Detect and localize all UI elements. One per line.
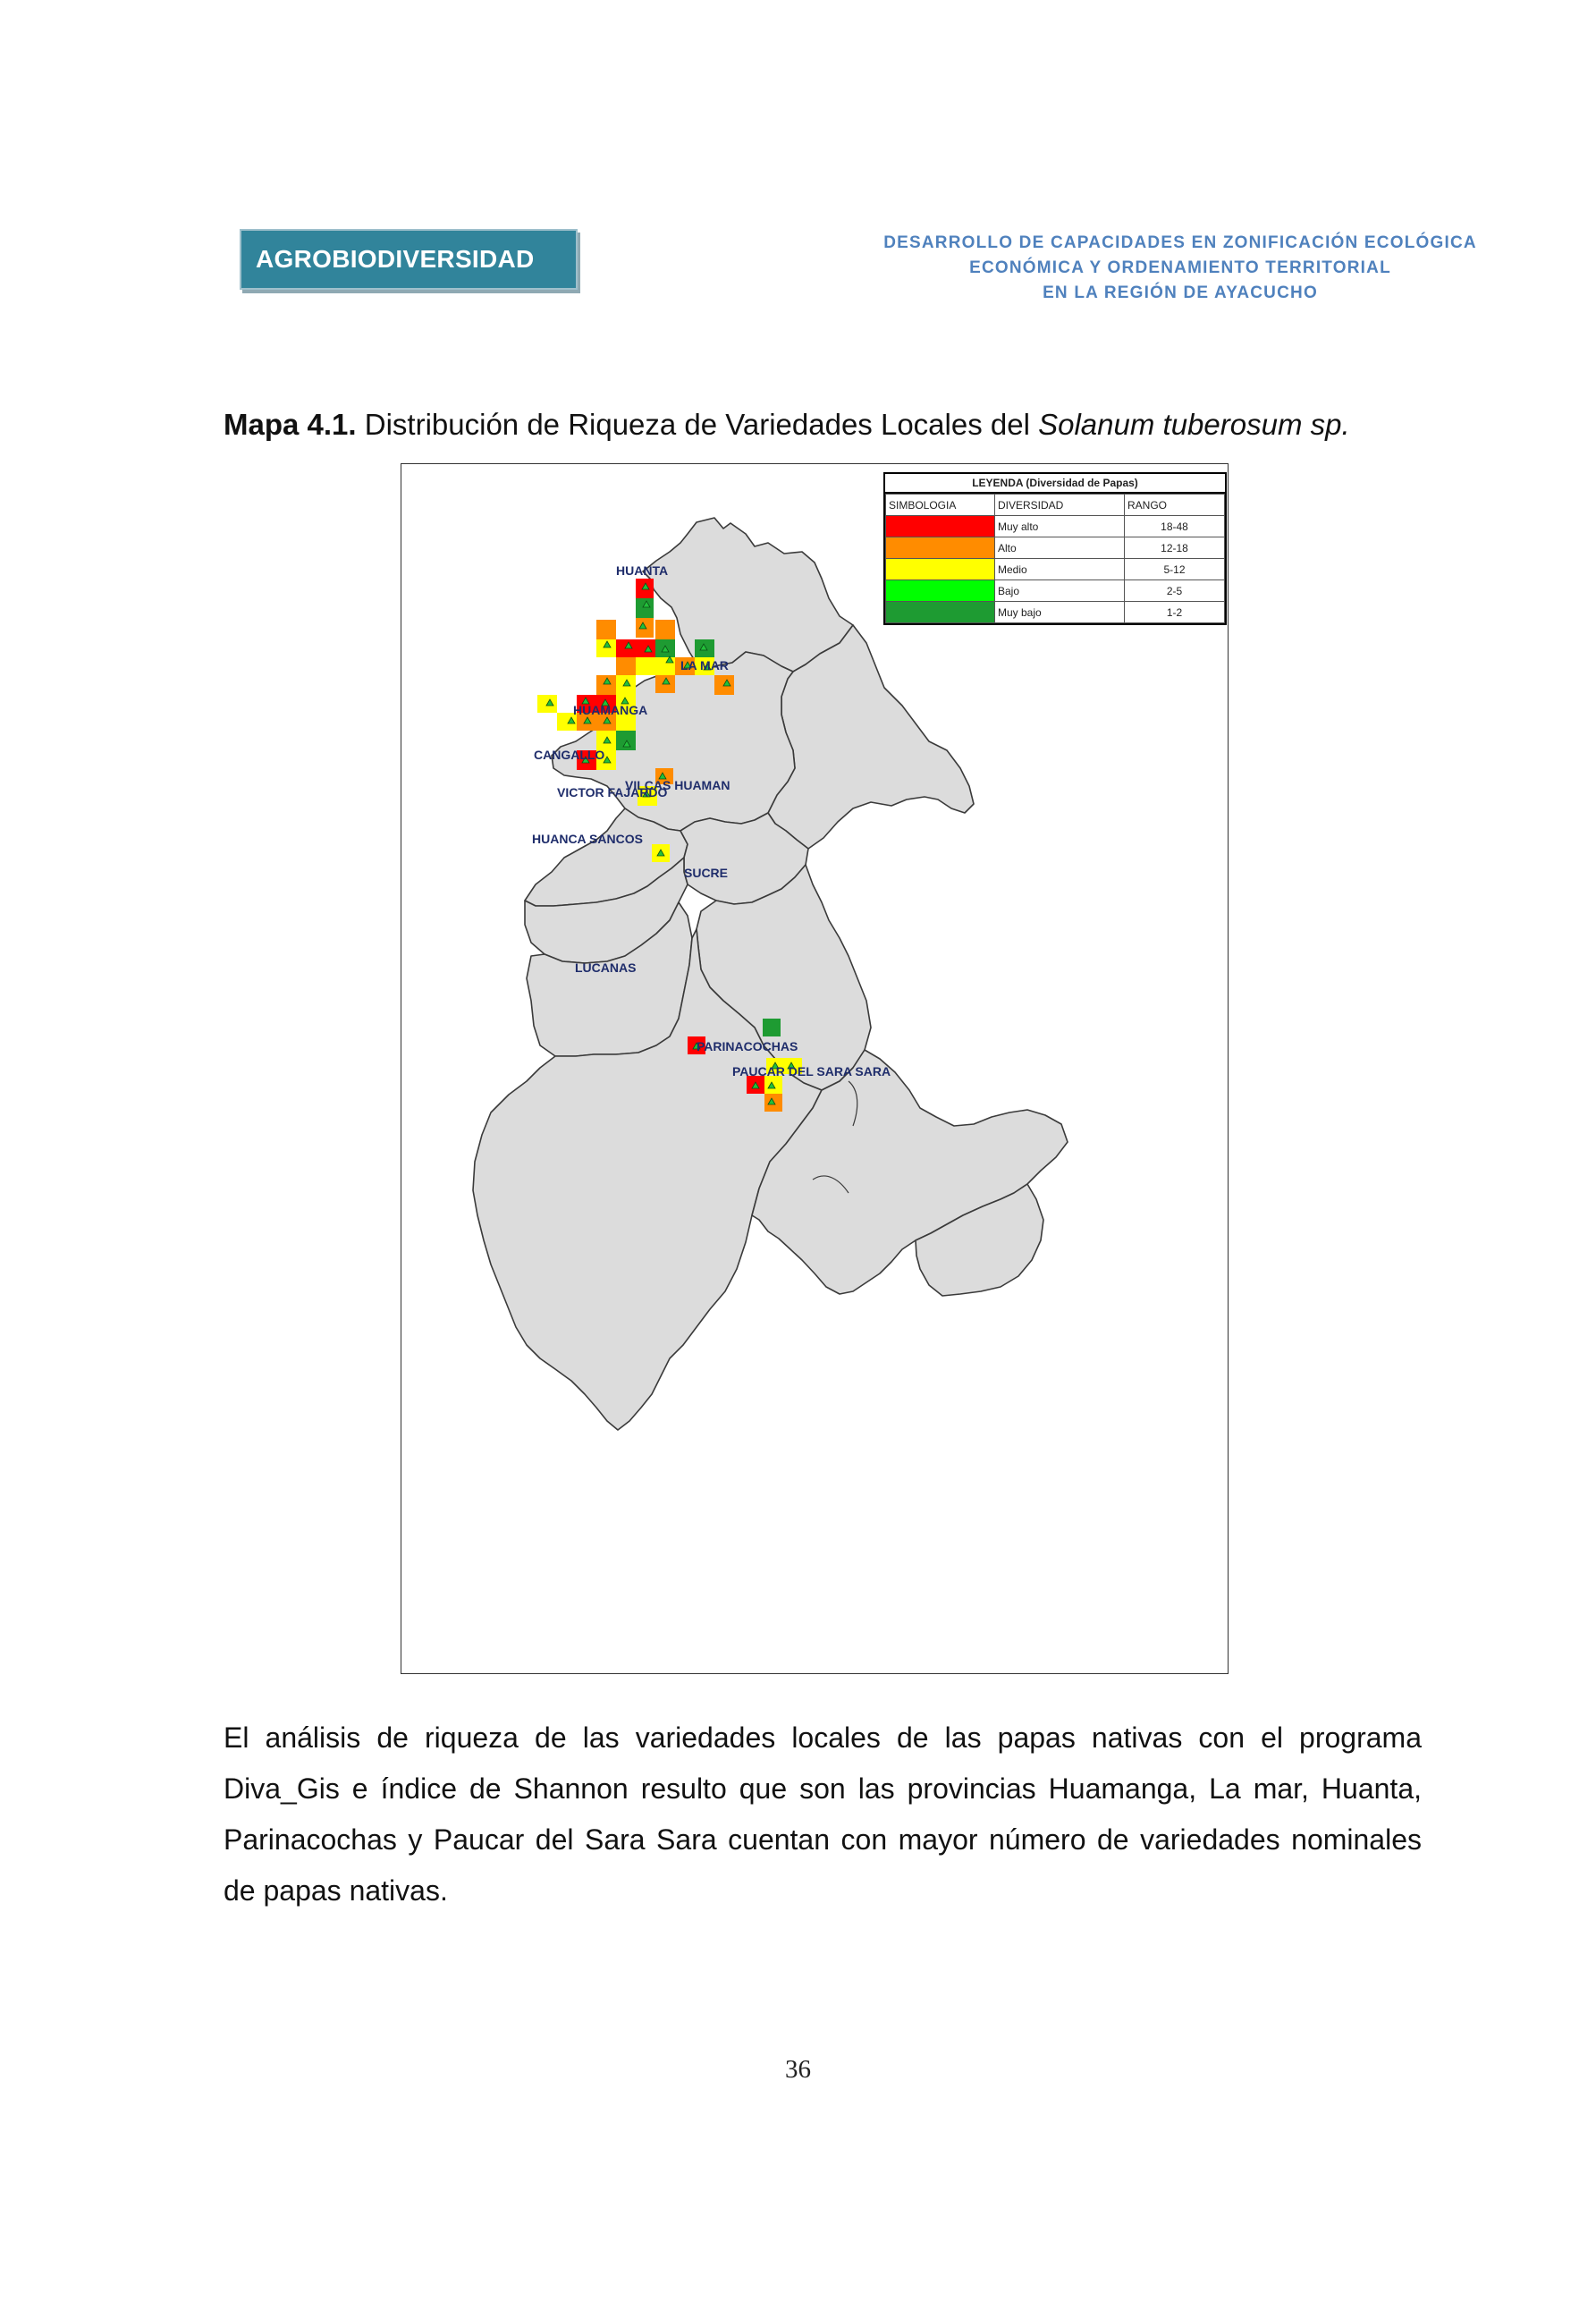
label-sucre: SUCRE [684,866,729,880]
figure-caption [224,408,1431,442]
project-header-line-1: DESARROLLO DE CAPACIDADES EN ZONIFICACIÓN ECOLÓGICA [883,233,1477,252]
legend-range: 1-2 [1125,602,1225,623]
label-huanta: HUANTA [616,563,669,578]
legend-range: 5-12 [1125,559,1225,580]
legend-table [885,494,1225,623]
caption-label: Mapa 4.1. [224,408,357,441]
legend-range: 2-5 [1125,580,1225,602]
legend-swatch [886,559,995,580]
label-lucanas: LUCANAS [575,960,637,975]
legend-row [886,559,1225,580]
section-badge: AGROBIODIVERSIDAD [240,229,578,290]
label-huamanga: HUAMANGA [573,703,648,717]
label-vilcas-huaman: VILCAS HUAMAN [625,778,730,792]
label-victor-fajardo: VICTOR FAJARDO [557,785,668,799]
label-huanca-sancos: HUANCA SANCOS [532,832,643,846]
caption-species: Solanum tuberosum sp. [1038,408,1350,441]
label-cangallo: CANGALLO [534,748,605,762]
legend-header-row [886,495,1225,516]
legend-diversity: Bajo [995,580,1125,602]
legend-header-symbol: SIMBOLOGIA [886,495,995,516]
label-paucar-del-sara-sara: PAUCAR DEL SARA SARA [732,1064,891,1079]
map-figure [401,463,1229,1674]
legend-diversity: Muy bajo [995,602,1125,623]
legend-diversity: Muy alto [995,516,1125,537]
legend-swatch [886,537,995,559]
legend-swatch [886,602,995,623]
legend-row [886,537,1225,559]
page-number: 36 [785,2055,811,2084]
legend-swatch [886,580,995,602]
legend-header-diversity: DIVERSIDAD [995,495,1125,516]
legend-swatch [886,516,995,537]
label-la-mar: LA MAR [680,658,729,673]
legend-diversity: Alto [995,537,1125,559]
legend-row [886,516,1225,537]
legend-row [886,580,1225,602]
caption-text: Distribución de Riqueza de Variedades Locales del [364,408,1030,441]
label-parinacochas: PARINACOCHAS [697,1039,798,1053]
body-paragraph: El análisis de riqueza de las variedades locales de las papas nativas con el programa Diva_Gis e índice de Shannon resulto que son las provincias Huamanga, La mar, Huanta, Parinacochas y Paucar del Sara Sara cuentan con mayor número de variedades nominales de papas nativas. [224,1722,1422,1907]
legend-range: 18-48 [1125,516,1225,537]
project-header-line-3: EN LA REGIÓN DE AYACUCHO [1043,283,1318,302]
legend-diversity: Medio [995,559,1125,580]
legend-row [886,602,1225,623]
legend-header-range: RANGO [1125,495,1225,516]
legend-range: 12-18 [1125,537,1225,559]
ayacucho-map [401,464,1228,1673]
project-header-line-2: ECONÓMICA Y ORDENAMIENTO TERRITORIAL [969,258,1391,277]
legend-title: LEYENDA (Diversidad de Papas) [885,474,1225,494]
project-header [858,231,1502,306]
map-legend [883,472,1227,625]
